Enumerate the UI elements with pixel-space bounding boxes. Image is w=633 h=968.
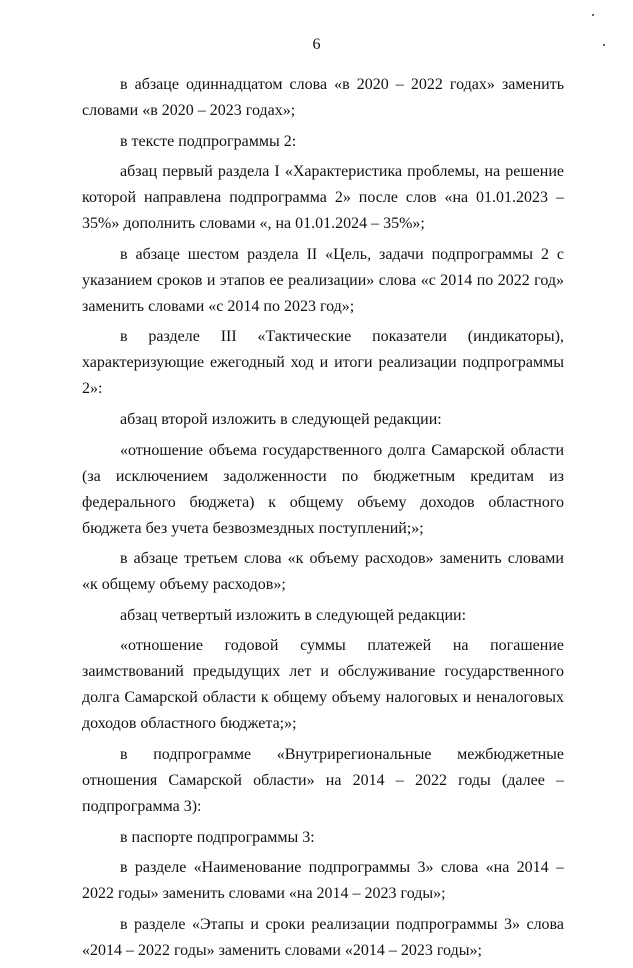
paragraph-7: «отношение объема государственного долга Самарской области (за исключением задолженности по бюджетным кредитам из федерального бюджета) к общему объему доходов областного бюджета без учета безвозмездных поступлений;»; <box>82 441 564 537</box>
paragraph-6: абзац второй изложить в следующей редакции: <box>120 410 442 428</box>
paragraph-3: абзац первый раздела I «Характеристика проблемы, на решение которой направлена подпрограмма 2» после слов «на 01.01.2023 – 35%» дополнить словами «, на 01.01.2024 – 35%»; <box>82 163 564 233</box>
paragraph-12: в паспорте подпрограммы 3: <box>120 828 315 846</box>
page-number: 6 <box>312 36 321 53</box>
paragraph-11: в подпрограмме «Внутрирегиональные межбюджетные отношения Самарской области» на 2014 – 2022 годы (далее – подпрограмма 3): <box>82 745 564 815</box>
paragraph-5: в разделе III «Тактические показатели (индикаторы), характеризующие ежегодный ход и итоги реализации подпрограммы 2»: <box>82 328 564 398</box>
paragraph-1: в абзаце одиннадцатом слова «в 2020 – 2022 годах» заменить словами «в 2020 – 2023 годах»; <box>82 76 564 119</box>
document-body <box>82 72 564 968</box>
paragraph-4: в абзаце шестом раздела II «Цель, задачи подпрограммы 2 с указанием сроков и этапов ее реализации» слова «с 2014 по 2022 год» заменить словами «с 2014 по 2023 год»; <box>82 245 564 315</box>
paragraph-8: в абзаце третьем слова «к объему расходов» заменить словами «к общему объему расходов»; <box>82 550 564 594</box>
scan-speck <box>603 44 605 46</box>
paragraph-14: в разделе «Этапы и сроки реализации подпрограммы 3» слова «2014 – 2022 годы» заменить словами «2014 – 2023 годы»; <box>82 915 564 959</box>
paragraph-13: в разделе «Наименование подпрограммы 3» слова «на 2014 – 2022 годы» заменить словами «на 2014 – 2023 годы»; <box>82 859 564 903</box>
paragraph-2: в тексте подпрограммы 2: <box>120 132 297 150</box>
scan-speck <box>592 14 594 16</box>
paragraph-10: «отношение годовой суммы платежей на погашение заимствований предыдущих лет и обслуживание государственного долга Самарской области к общему объему налоговых и неналоговых доходов областного бюджета;»; <box>82 637 564 733</box>
paragraph-9: абзац четвертый изложить в следующей редакции: <box>120 606 467 624</box>
